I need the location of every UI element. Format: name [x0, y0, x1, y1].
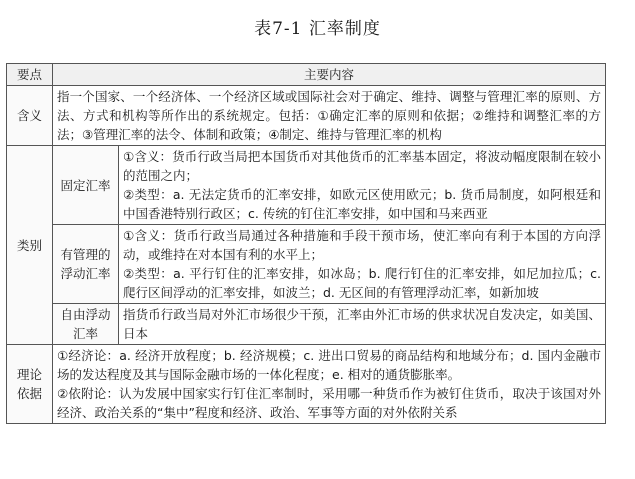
fixed-rate-types: ②类型：a. 无法定货币的汇率安排，如欧元区使用欧元；b. 货币局制度，如阿根廷和中国香港特别行政区；c. 传统的钉住汇率安排，如中国和马来西亚 [123, 187, 601, 221]
fixed-rate-row [7, 146, 606, 225]
meaning-row [7, 86, 606, 146]
category-label: 类别 [7, 146, 53, 345]
fixed-rate-label: 固定汇率 [53, 146, 119, 225]
fixed-rate-content [119, 146, 606, 225]
header-main-content: 主要内容 [53, 64, 606, 86]
theory-label: 理论依据 [7, 345, 53, 424]
theory-content [53, 345, 606, 424]
managed-float-row [7, 225, 606, 304]
managed-float-meaning: ①含义：货币行政当局通过各种措施和手段干预市场，使汇率向有利于本国的方向浮动，或维持在对本国有利的水平上； [123, 228, 601, 262]
fixed-rate-meaning: ①含义：货币行政当局把本国货币对其他货币的汇率基本固定，将波动幅度限制在较小的范围之内； [123, 149, 601, 183]
exchange-rate-table [6, 63, 606, 424]
theory-dependency: ②依附论：认为发展中国家实行钉住汇率制时，采用哪一种货币作为被钉住货币，取决于该国对外经济、政治关系的“集中”程度和经济、政治、军事等方面的对外依附关系 [57, 386, 601, 420]
theory-row [7, 345, 606, 424]
table-title: 表7-1 汇率制度 [254, 19, 381, 39]
header-key-points: 要点 [7, 64, 53, 86]
meaning-text: 指一个国家、一个经济体、一个经济区域或国际社会对于确定、维持、调整与管理汇率的原则、方法、方式和机构等所作出的系统规定。包括：①确定汇率的原则和依据；②维持和调整汇率的方法；③管理汇率的法令、体制和政策；④制定、维持与管理汇率的机构 [53, 86, 606, 146]
theory-economic: ①经济论：a. 经济开放程度；b. 经济规模；c. 进出口贸易的商品结构和地域分布；d. 国内金融市场的发达程度及其与国际金融市场的一体化程度；e. 相对的通货膨胀率。 [57, 348, 601, 382]
free-float-text: 指货币行政当局对外汇市场很少干预，汇率由外汇市场的供求状况自发决定，如美国、日本 [119, 304, 606, 345]
free-float-label: 自由浮动汇率 [53, 304, 119, 345]
managed-float-content [119, 225, 606, 304]
managed-float-label: 有管理的浮动汇率 [53, 225, 119, 304]
managed-float-types: ②类型：a. 平行钉住的汇率安排，如冰岛；b. 爬行钉住的汇率安排，如尼加拉瓜；c. 爬行区间浮动的汇率安排，如波兰；d. 无区间的有管理浮动汇率，如新加坡 [123, 266, 601, 300]
free-float-row [7, 304, 606, 345]
header-row [7, 64, 606, 86]
meaning-label: 含义 [7, 86, 53, 146]
